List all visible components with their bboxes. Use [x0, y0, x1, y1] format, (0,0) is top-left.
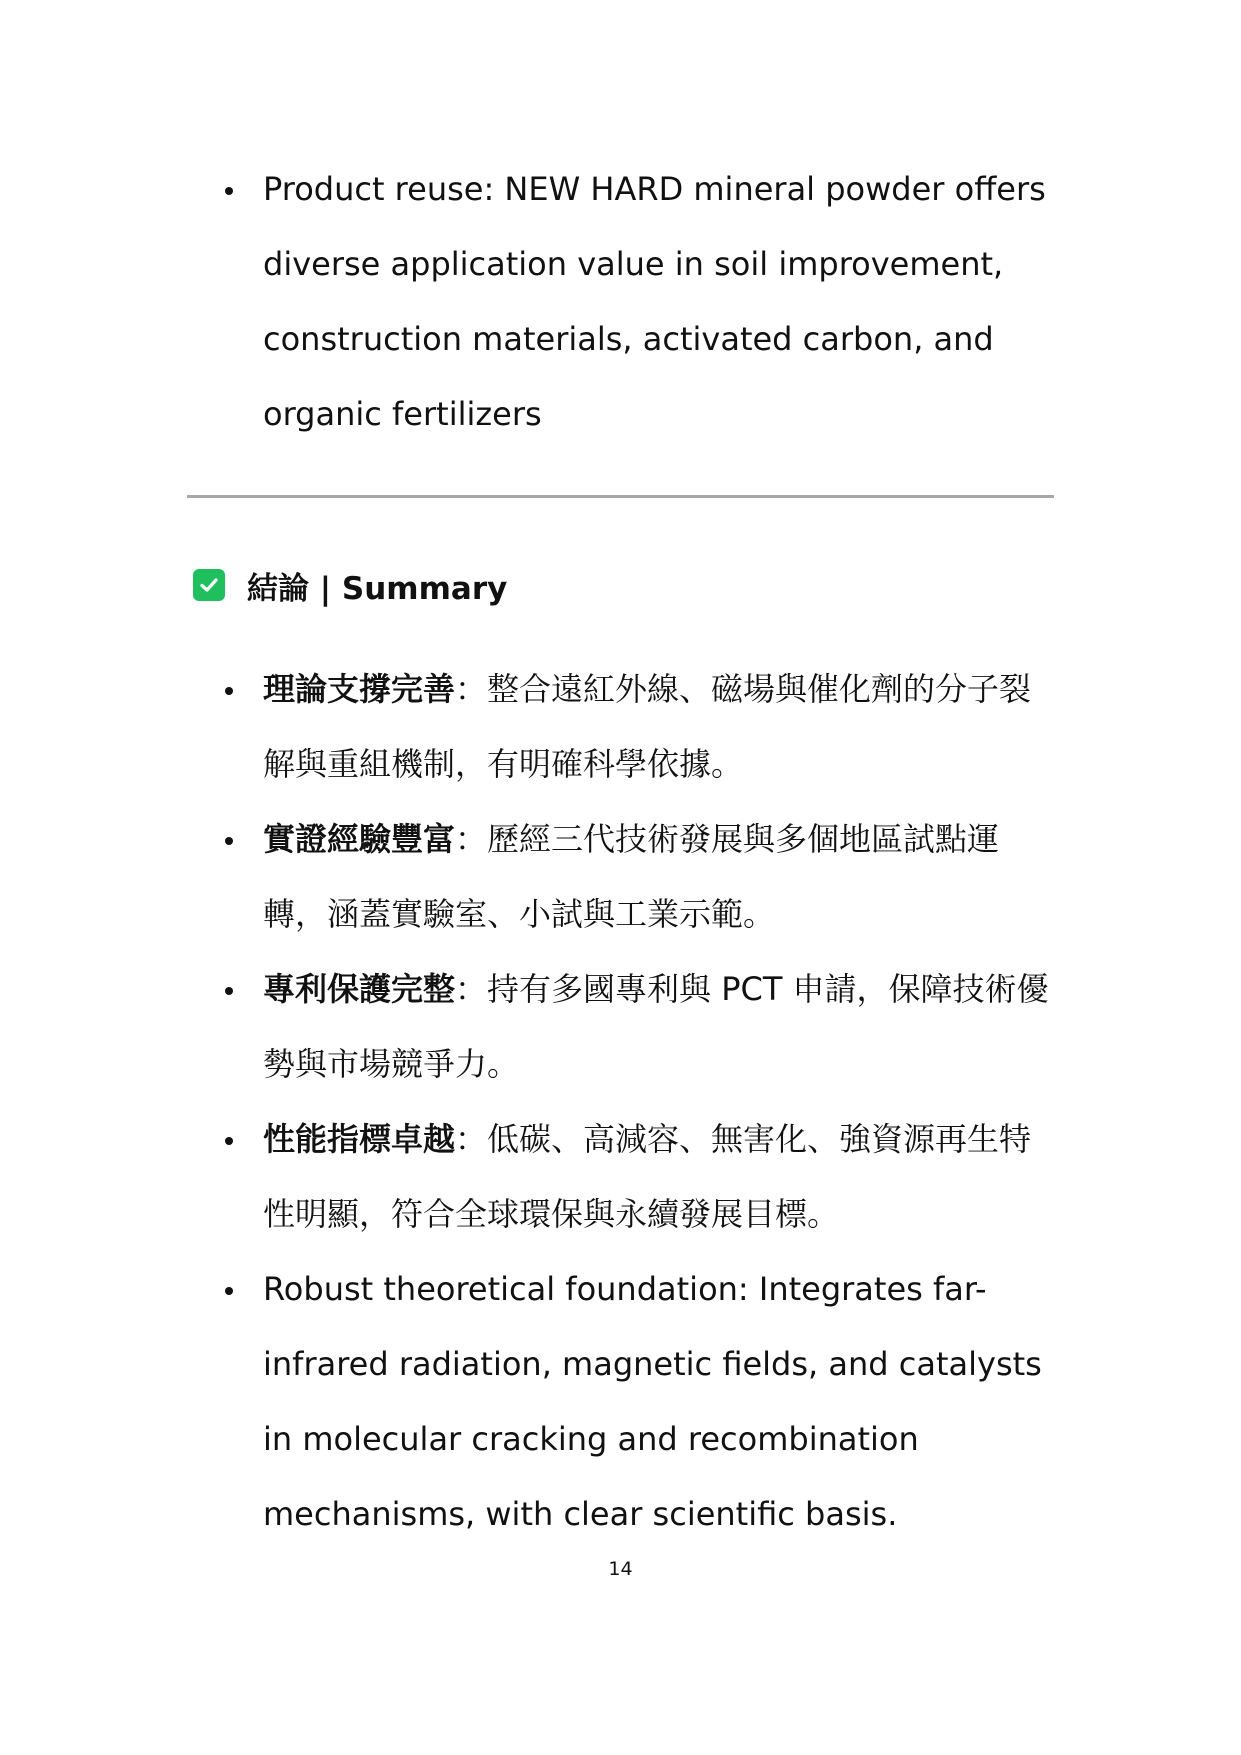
section-divider: [187, 495, 1054, 498]
check-box-icon: [193, 569, 225, 601]
summary-list: [263, 652, 1063, 1552]
summary-term: 實證經驗豐富: [263, 820, 456, 858]
summary-text: ：整合遠紅外線、磁場與催化劑的分子裂解與重組機制，有明確科學依據。: [263, 670, 1032, 783]
summary-text: ：歷經三代技術發展與多個地區試點運轉，涵蓋實驗室、小試與工業示範。: [263, 820, 1000, 933]
bullet-dot: [225, 187, 233, 195]
summary-term: 理論支撐完善: [263, 670, 456, 708]
bullet-dot: [225, 687, 233, 695]
bullet-dot: [225, 987, 233, 995]
list-item: [263, 152, 1063, 452]
summary-term: 專利保護完整: [263, 970, 456, 1008]
bullet-dot: [225, 837, 233, 845]
bullet-dot: [225, 1137, 233, 1145]
list-item: [263, 1252, 1063, 1552]
product-reuse-list: [263, 152, 1063, 452]
list-item: [263, 952, 1063, 1102]
summary-text: ：持有多國專利與 PCT 申請，保障技術優勢與市場競爭力。: [263, 970, 1049, 1083]
summary-term: 性能指標卓越: [263, 1120, 456, 1158]
list-item-text: Product reuse: NEW HARD mineral powder offers diverse application value in soil improvement, construction materials, activated carbon, and organic fertilizers: [263, 170, 1046, 433]
summary-text: Robust theoretical foundation: Integrates far-infrared radiation, magnetic fields, and catalysts in molecular cracking and recombination mechanisms, with clear scientific basis.: [263, 1270, 1042, 1533]
page-number: 14: [608, 1558, 633, 1580]
list-item: [263, 652, 1063, 802]
summary-heading-text: 結論 | Summary: [247, 570, 508, 607]
list-item: [263, 1102, 1063, 1252]
bullet-dot: [225, 1287, 233, 1295]
summary-heading: [193, 563, 507, 607]
summary-text: ：低碳、高減容、無害化、強資源再生特性明顯，符合全球環保與永續發展目標。: [263, 1120, 1032, 1233]
list-item: [263, 802, 1063, 952]
